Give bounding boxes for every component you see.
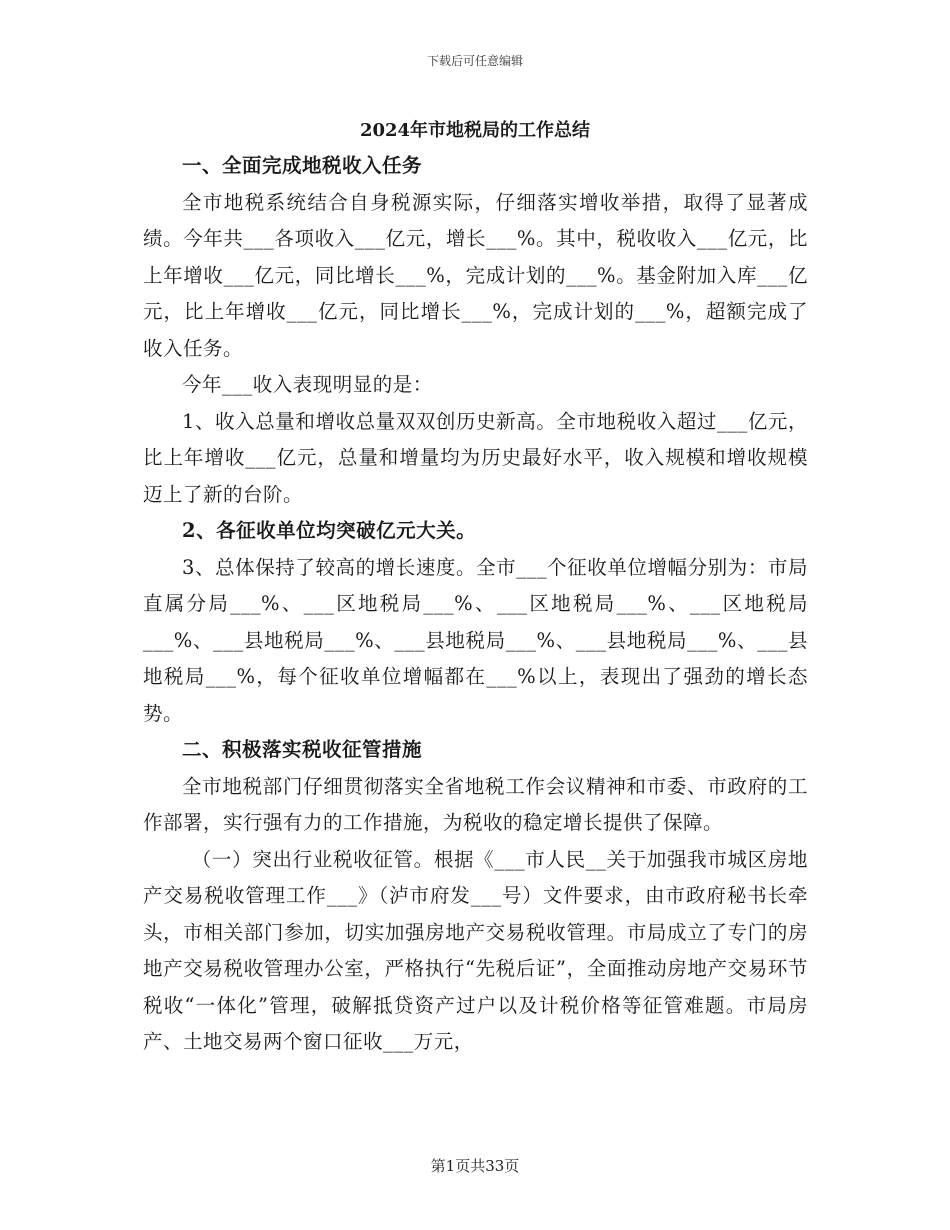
section-heading: 二、积极落实税收征管措施 [182,738,423,761]
body-paragraph: （一）突出行业税收征管。根据《___市人民__关于加强我市城区房地产交易税收管理工作___》（泸市府发___号）文件要求，由市政府秘书长牵头，市相关部门参加，切实加强房地产交易税收管理。市局成立了专门的房地产交易税收管理办公室，严格执行“先税后证”，全面推动房地产交易环节税收“一体化”管理，破解抵贷资产过户以及计税价格等征管难题。市局房产、土地交易两个窗口征收___万元， [143,847,808,1053]
header-note: 下载后可任意编辑 [426,54,523,68]
page-number-footer: 第1页共33页 [430,1157,520,1175]
body-paragraph: 全市地税部门仔细贯彻落实全省地税工作会议精神和市委、市政府的工作部署，实行强有力的工作措施，为税收的稳定增长提供了保障。 [143,774,808,834]
body-paragraph: 今年___收入表现明显的是： [182,373,433,396]
document-body [143,148,808,1061]
section-heading: 一、全面完成地税收入任务 [182,154,423,177]
body-paragraph: 1、收入总量和增收总量双双创历史新高。全市地税收入超过___亿元，比上年增收___亿元，总量和增量均为历史最好水平，收入规模和增收规模迈上了新的台阶。 [143,409,808,506]
document-title: 2024年市地税局的工作总结 [359,120,591,141]
body-paragraph: 全市地税系统结合自身税源实际，仔细落实增收举措，取得了显著成绩。今年共___各项收入___亿元，增长___%。其中，税收收入___亿元，比上年增收___亿元，同比增长___%，完成计划的___%。基金附加入库___亿元，比上年增收___亿元，同比增长___%，完成计划的___%，超额完成了收入任务。 [143,190,808,360]
section-heading: 2、各征收单位均突破亿元大关。 [182,519,477,542]
body-paragraph: 3、总体保持了较高的增长速度。全市___个征收单位增幅分别为：市局直属分局___%、___区地税局___%、___区地税局___%、___区地税局___%、___县地税局___%、___县地税局___%、___县地税局___%、___县地税局___%，每个征收单位增幅都在___%以上，表现出了强劲的增长态势。 [143,555,808,725]
